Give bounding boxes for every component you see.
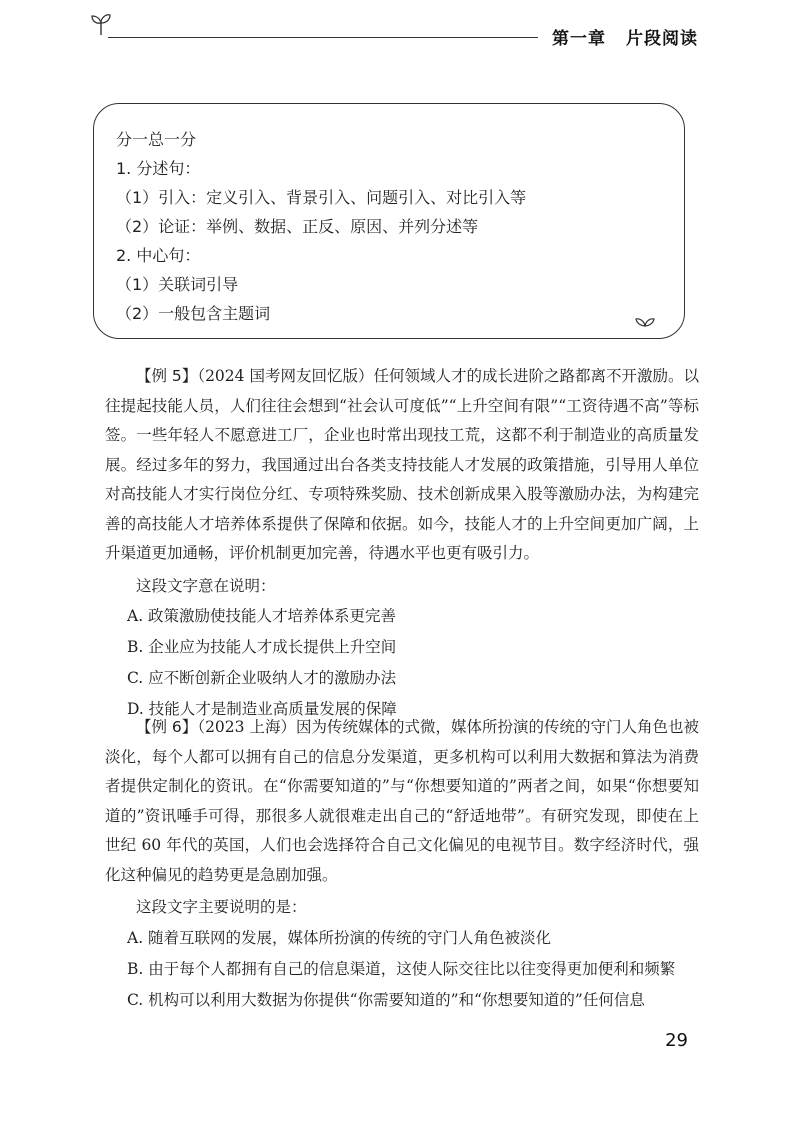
example-6 [105, 713, 699, 1016]
example-5-option-b: B. 企业应为技能人才成长提供上升空间 [127, 638, 397, 656]
summary-box [93, 103, 685, 339]
example-5-passage [105, 362, 699, 569]
example-5-text: 任何领域人才的成长进阶之路都离不开激励。以往提起技能人员，人们往往会想到“社会认可度低”“上升空间有限”“工资待遇不高”等标签。一些年轻人不愿意进工厂，企业也时常出现技工荒，这都不利于制造业的高质量发展。经过多年的努力，我国通过出台各类支持技能人才发展的政策措施，引导用人单位对高技能人才实行岗位分红、专项特殊奖励、技术创新成果入股等激励办法，为构建完善的高技能人才培养体系提供了保障和依据。如今，技能人才的上升空间更加广阔，上升渠道更加通畅，评价机制更加完善，待遇水平也更有吸引力。 [105, 367, 700, 562]
page-header [0, 0, 800, 60]
chapter-number: 第一章 [552, 29, 606, 49]
example-6-option-a: A. 随着互联网的发展，媒体所扮演的传统的守门人角色被淡化 [127, 928, 552, 947]
example-6-question: 这段文字主要说明的是： [136, 898, 307, 916]
header-rule [108, 37, 538, 38]
example-6-passage [105, 713, 699, 890]
summary-line: （2）一般包含主题词 [116, 304, 271, 323]
example-6-text: 因为传统媒体的式微，媒体所扮演的传统的守门人角色也被淡化，每个人都可以拥有自己的信息分发渠道，更多机构可以利用大数据和算法为消费者提供定制化的资讯。在“你需要知道的”与“你想要知道的”两者之间，如果“你想要知道的”资讯唾手可得，那很多人就很难走出自己的“舒适地带”。有研究发现，即使在上世纪 60 年代的英国，人们也会选择符合自己文化偏见的电视节目。数字经济时代，强化这种偏见的趋势更是急剧加强。 [105, 718, 699, 884]
example-5-option-c: C. 应不断创新企业吸纳人才的激励办法 [127, 669, 397, 687]
summary-line: （1）引入：定义引入、背景引入、问题引入、对比引入等 [116, 188, 527, 207]
page-number: 29 [665, 1030, 688, 1051]
chapter-title [552, 24, 698, 49]
summary-content [116, 125, 526, 328]
sprout-icon [90, 12, 112, 36]
chapter-name: 片段阅读 [626, 29, 698, 49]
example-6-option-b: B. 由于每个人都拥有自己的信息渠道，这使人际交往比以往变得更加便利和频繁 [127, 959, 676, 978]
example-6-option-c: C. 机构可以利用大数据为你提供“你需要知道的”和“你想要知道的”任何信息 [127, 990, 645, 1009]
example-6-tag: 【例 6】 [136, 718, 198, 736]
summary-line: 1. 分述句： [116, 159, 201, 178]
summary-line: （1）关联词引导 [116, 275, 239, 294]
example-5-tag: 【例 5】 [136, 367, 198, 385]
example-5-source: （2024 国考网友回忆版） [197, 367, 374, 385]
summary-heading: 分一总一分 [116, 130, 197, 149]
example-5-option-d: D. 技能人才是制造业高质量发展的保障 [127, 700, 397, 718]
example-5-question: 这段文字意在说明： [136, 576, 276, 595]
example-6-source: （2023 上海） [197, 718, 296, 736]
example-5 [105, 362, 699, 725]
summary-line: （2）论证：举例、数据、正反、原因、并列分述等 [116, 217, 479, 236]
leaf-ornament-icon [634, 314, 656, 328]
example-5-option-a: A. 政策激励使技能人才培养体系更完善 [127, 607, 397, 625]
summary-line: 2. 中心句： [116, 246, 201, 265]
